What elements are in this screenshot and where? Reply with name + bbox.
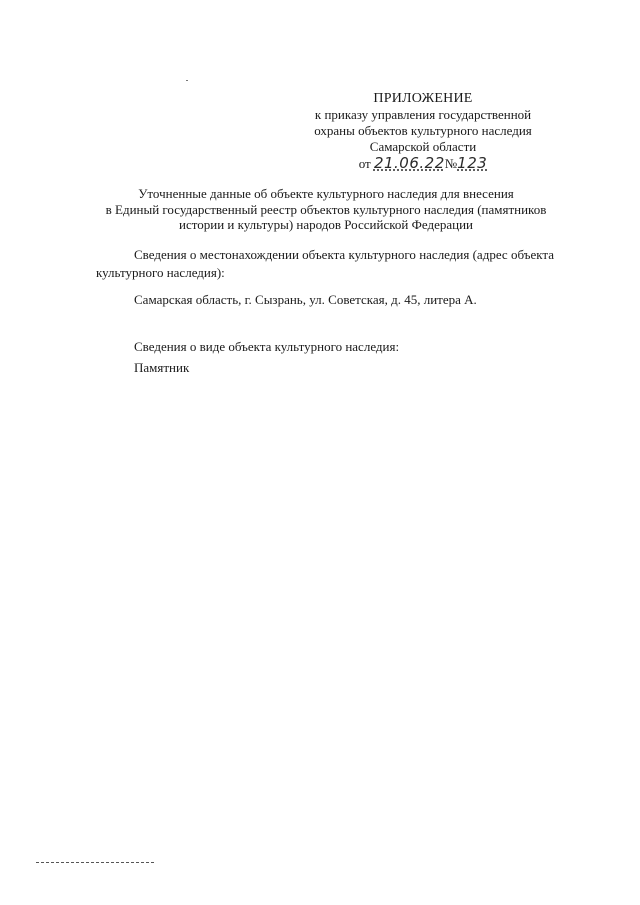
footer-rule [36, 862, 154, 863]
order-number-sign: № [444, 156, 458, 171]
appendix-block [300, 91, 546, 172]
location-label: Сведения о местонахождении объекта культурного наследия (адрес объекта культурного наследия): [96, 247, 554, 280]
heading-line-2: в Единый государственный реестр объектов культурного наследия (памятников [105, 201, 547, 217]
kind-label: Сведения о виде объекта культурного наследия: [134, 339, 400, 354]
order-date-handwritten: 21.06.22 [373, 154, 445, 172]
heading-line-3: истории и культуры) народов Российской Федерации [179, 217, 473, 232]
order-date-prefix: от [358, 156, 371, 171]
appendix-line-3: Самарской области [369, 139, 477, 154]
appendix-title: ПРИЛОЖЕНИЕ [373, 91, 473, 106]
order-date-line [300, 155, 546, 172]
appendix-line-1: к приказу управления государственной [314, 107, 532, 122]
document-heading [90, 186, 562, 233]
appendix-line-2: охраны объектов культурного наследия [314, 123, 532, 138]
kind-value: Памятник [134, 360, 190, 375]
heading-line-1: Уточненные данные об объекте культурного наследия для внесения [138, 186, 514, 201]
location-address: Самарская область, г. Сызрань, ул. Советская, д. 45, литера А. [134, 292, 477, 307]
scan-speck [186, 80, 188, 81]
order-number-handwritten: 123 [457, 154, 488, 172]
